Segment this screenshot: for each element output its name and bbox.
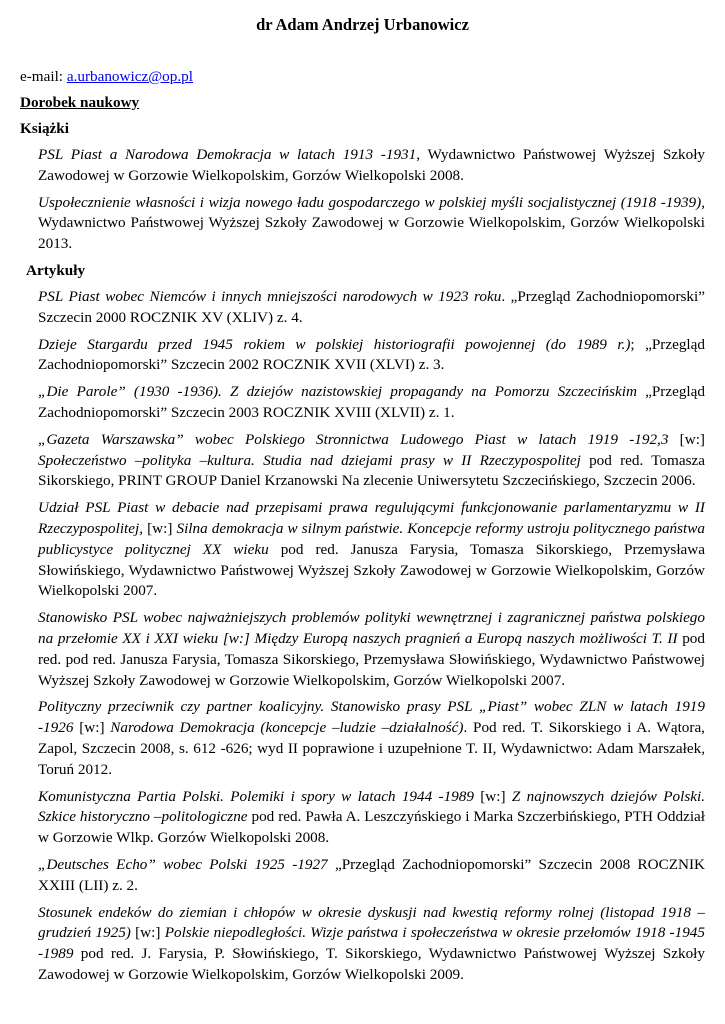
page-title: dr Adam Andrzej Urbanowicz — [256, 15, 469, 34]
email-line — [20, 66, 705, 87]
entry-title-text: „Deutsches Echo” wobec Polski 1925 -1927 — [38, 855, 328, 873]
article-entry — [20, 430, 705, 492]
entry-title-text: Stanowisko PSL wobec najważniejszych problemów polityki wewnętrznej i zagranicznej państwa polskiego na przełomie XX i XXI wieku [w:] Między Europą naszych pragnień a Europą naszych możliwości T. II — [38, 609, 705, 647]
books-list — [20, 145, 705, 255]
entry-title-text: Uspołecznienie własności i wizja nowego ładu gospodarczego w polskiej myśli socjalistycznej (1918 -1939) — [38, 193, 702, 211]
entry-text: pod red. Pawła A. Leszczyńskiego i Marka Szczerbińskiego, PTH Oddział w Gorzowie Wlkp. Gorzów Wielkopolski 2008. — [38, 808, 706, 847]
section-heading-books: Książki — [20, 120, 69, 137]
article-entry — [20, 498, 705, 602]
entry-title-text: „Die Parole” (1930 -1936). Z dziejów nazistowskiej propagandy na Pomorzu Szczecińskim — [38, 383, 637, 401]
entry-title-text: Dzieje Stargardu przed 1945 rokiem w polskiej historiografii powojennej (do 1989 r.) — [38, 335, 631, 353]
entry-title-text: PSL Piast wobec Niemców i innych mniejszości narodowych w 1923 roku — [38, 287, 502, 305]
book-entry — [20, 193, 705, 255]
article-entry — [20, 697, 705, 780]
section-heading-dorobek — [20, 92, 705, 113]
entry-title-text: Polityczny przeciwnik czy partner koalicyjny. Stanowisko prasy PSL „Piast” wobec ZLN w latach 1919 -1926 — [38, 698, 705, 737]
section-heading-articles: Artykuły — [26, 261, 86, 279]
entry-text: „Przegląd Zachodniopomorski” Szczecin 2003 ROCZNIK XVIII (XLVII) z. 1. — [38, 383, 705, 421]
entry-text: [w:] — [143, 519, 177, 537]
entry-text: [w:] — [473, 787, 512, 805]
article-entry — [20, 382, 705, 424]
entry-title-text: Narodowa Demokracja (koncepcje –ludzie –działalność) — [110, 719, 464, 737]
entry-text: pod red. Janusza Farysia, Tomasza Sikorskiego, Przemysława Słowińskiego, Wydawnictwo Państwowej Wyższej Szkoły Zawodowej w Gorzowie Wielkopolskim, Gorzów Wielkopolski 2007. — [38, 540, 706, 600]
entry-text: pod red. J. Farysia, P. Słowińskiego, T. Sikorskiego, Wydawnictwo Państwowej Wyższej Szkoły Zawodowej w Gorzowie Wielkopolskim, Gorzów Wielkopolski 2009. — [38, 945, 705, 983]
entry-text: [w:] — [130, 924, 165, 942]
entry-text: [w:] — [668, 430, 705, 448]
book-entry — [20, 145, 705, 187]
entry-text: „Przegląd Zachodniopomorski” Szczecin 2008 ROCZNIK XXIII (LII) z. 2. — [38, 855, 705, 894]
entry-title-text: Społeczeństwo –polityka –kultura. Studia nad dziejami prasy w II Rzeczypospolitej — [38, 451, 581, 469]
entry-title-text: Komunistyczna Partia Polski. Polemiki i spory w latach 1944 -1989 — [38, 787, 474, 805]
entry-text: , Wydawnictwo Państwowej Wyższej Szkoły Zawodowej w Gorzowie Wielkopolskim, Gorzów Wielkopolski 2013. — [38, 193, 705, 253]
entry-text: . Pod red. T. Sikorskiego i A. Wątora, Zapol, Szczecin 2008, s. 612 -626; wyd II poprawione i uzupełnione T. II, Wydawnictwo: Adam Marszałek, Toruń 2012. — [38, 719, 705, 778]
entry-text: pod red. pod red. Janusza Farysia, Tomasza Sikorskiego, Przemysława Słowińskiego, Wydawnictwo Państwowej Wyższej Szkoły Zawodowej w Gorzowie Wielkopolskim, Gorzów Wielkopolski 2007. — [38, 629, 705, 689]
article-entry — [20, 335, 705, 377]
email-label: e-mail: — [20, 68, 67, 85]
entry-title-text: Udział PSL Piast w debacie nad przepisami prawa regulującymi funkcjonowanie parlamentaryzmu w II Rzeczypospolitej, — [38, 499, 705, 537]
entry-text: . „Przegląd Zachodniopomorski” Szczecin 2000 ROCZNIK XV (XLIV) z. 4. — [38, 287, 705, 326]
entry-title-text: Silna demokracja w silnym państwie. Koncepcje reformy ustroju politycznego państwa publicystyce politycznej XX wieku — [38, 519, 706, 558]
article-entry — [20, 787, 705, 849]
article-entry — [20, 287, 705, 329]
entry-title-text: PSL Piast a Narodowa Demokracja w latach 1913 -1931 — [38, 146, 417, 163]
article-entry — [20, 855, 705, 897]
email-link[interactable]: a.urbanowicz@op.pl — [66, 68, 193, 85]
entry-text: [w:] — [73, 719, 111, 737]
articles-list — [20, 287, 705, 986]
entry-text: , Wydawnictwo Państwowej Wyższej Szkoły Zawodowej w Gorzowie Wielkopolskim, Gorzów Wielkopolski 2008. — [38, 146, 706, 184]
article-entry — [20, 608, 705, 691]
entry-text: ; „Przegląd Zachodniopomorski” Szczecin 2002 ROCZNIK XVII (XLVI) z. 3. — [38, 335, 705, 374]
entry-title-text: Polskie niepodległości. Wizje państwa i społeczeństwa w okresie przełomów 1918 -1945 -1989 — [38, 924, 705, 963]
entry-text: pod red. Tomasza Sikorskiego, PRINT GROUP Daniel Krzanowski Na zlecenie Uniwersytetu Szczecińskiego, Szczecin 2006. — [38, 451, 706, 490]
dorobek-label: Dorobek naukowy — [20, 94, 140, 111]
article-entry — [20, 903, 705, 986]
entry-title-text: „Gazeta Warszawska” wobec Polskiego Stronnictwa Ludowego Piast w latach 1919 -192,3 — [38, 430, 669, 448]
entry-title-text: Z najnowszych dziejów Polski. Szkice historyczno –politologiczne — [38, 787, 705, 826]
entry-title-text: Stosunek endeków do ziemian i chłopów w okresie dyskusji nad kwestią reformy rolnej (listopad 1918 –grudzień 1925) — [38, 903, 705, 942]
